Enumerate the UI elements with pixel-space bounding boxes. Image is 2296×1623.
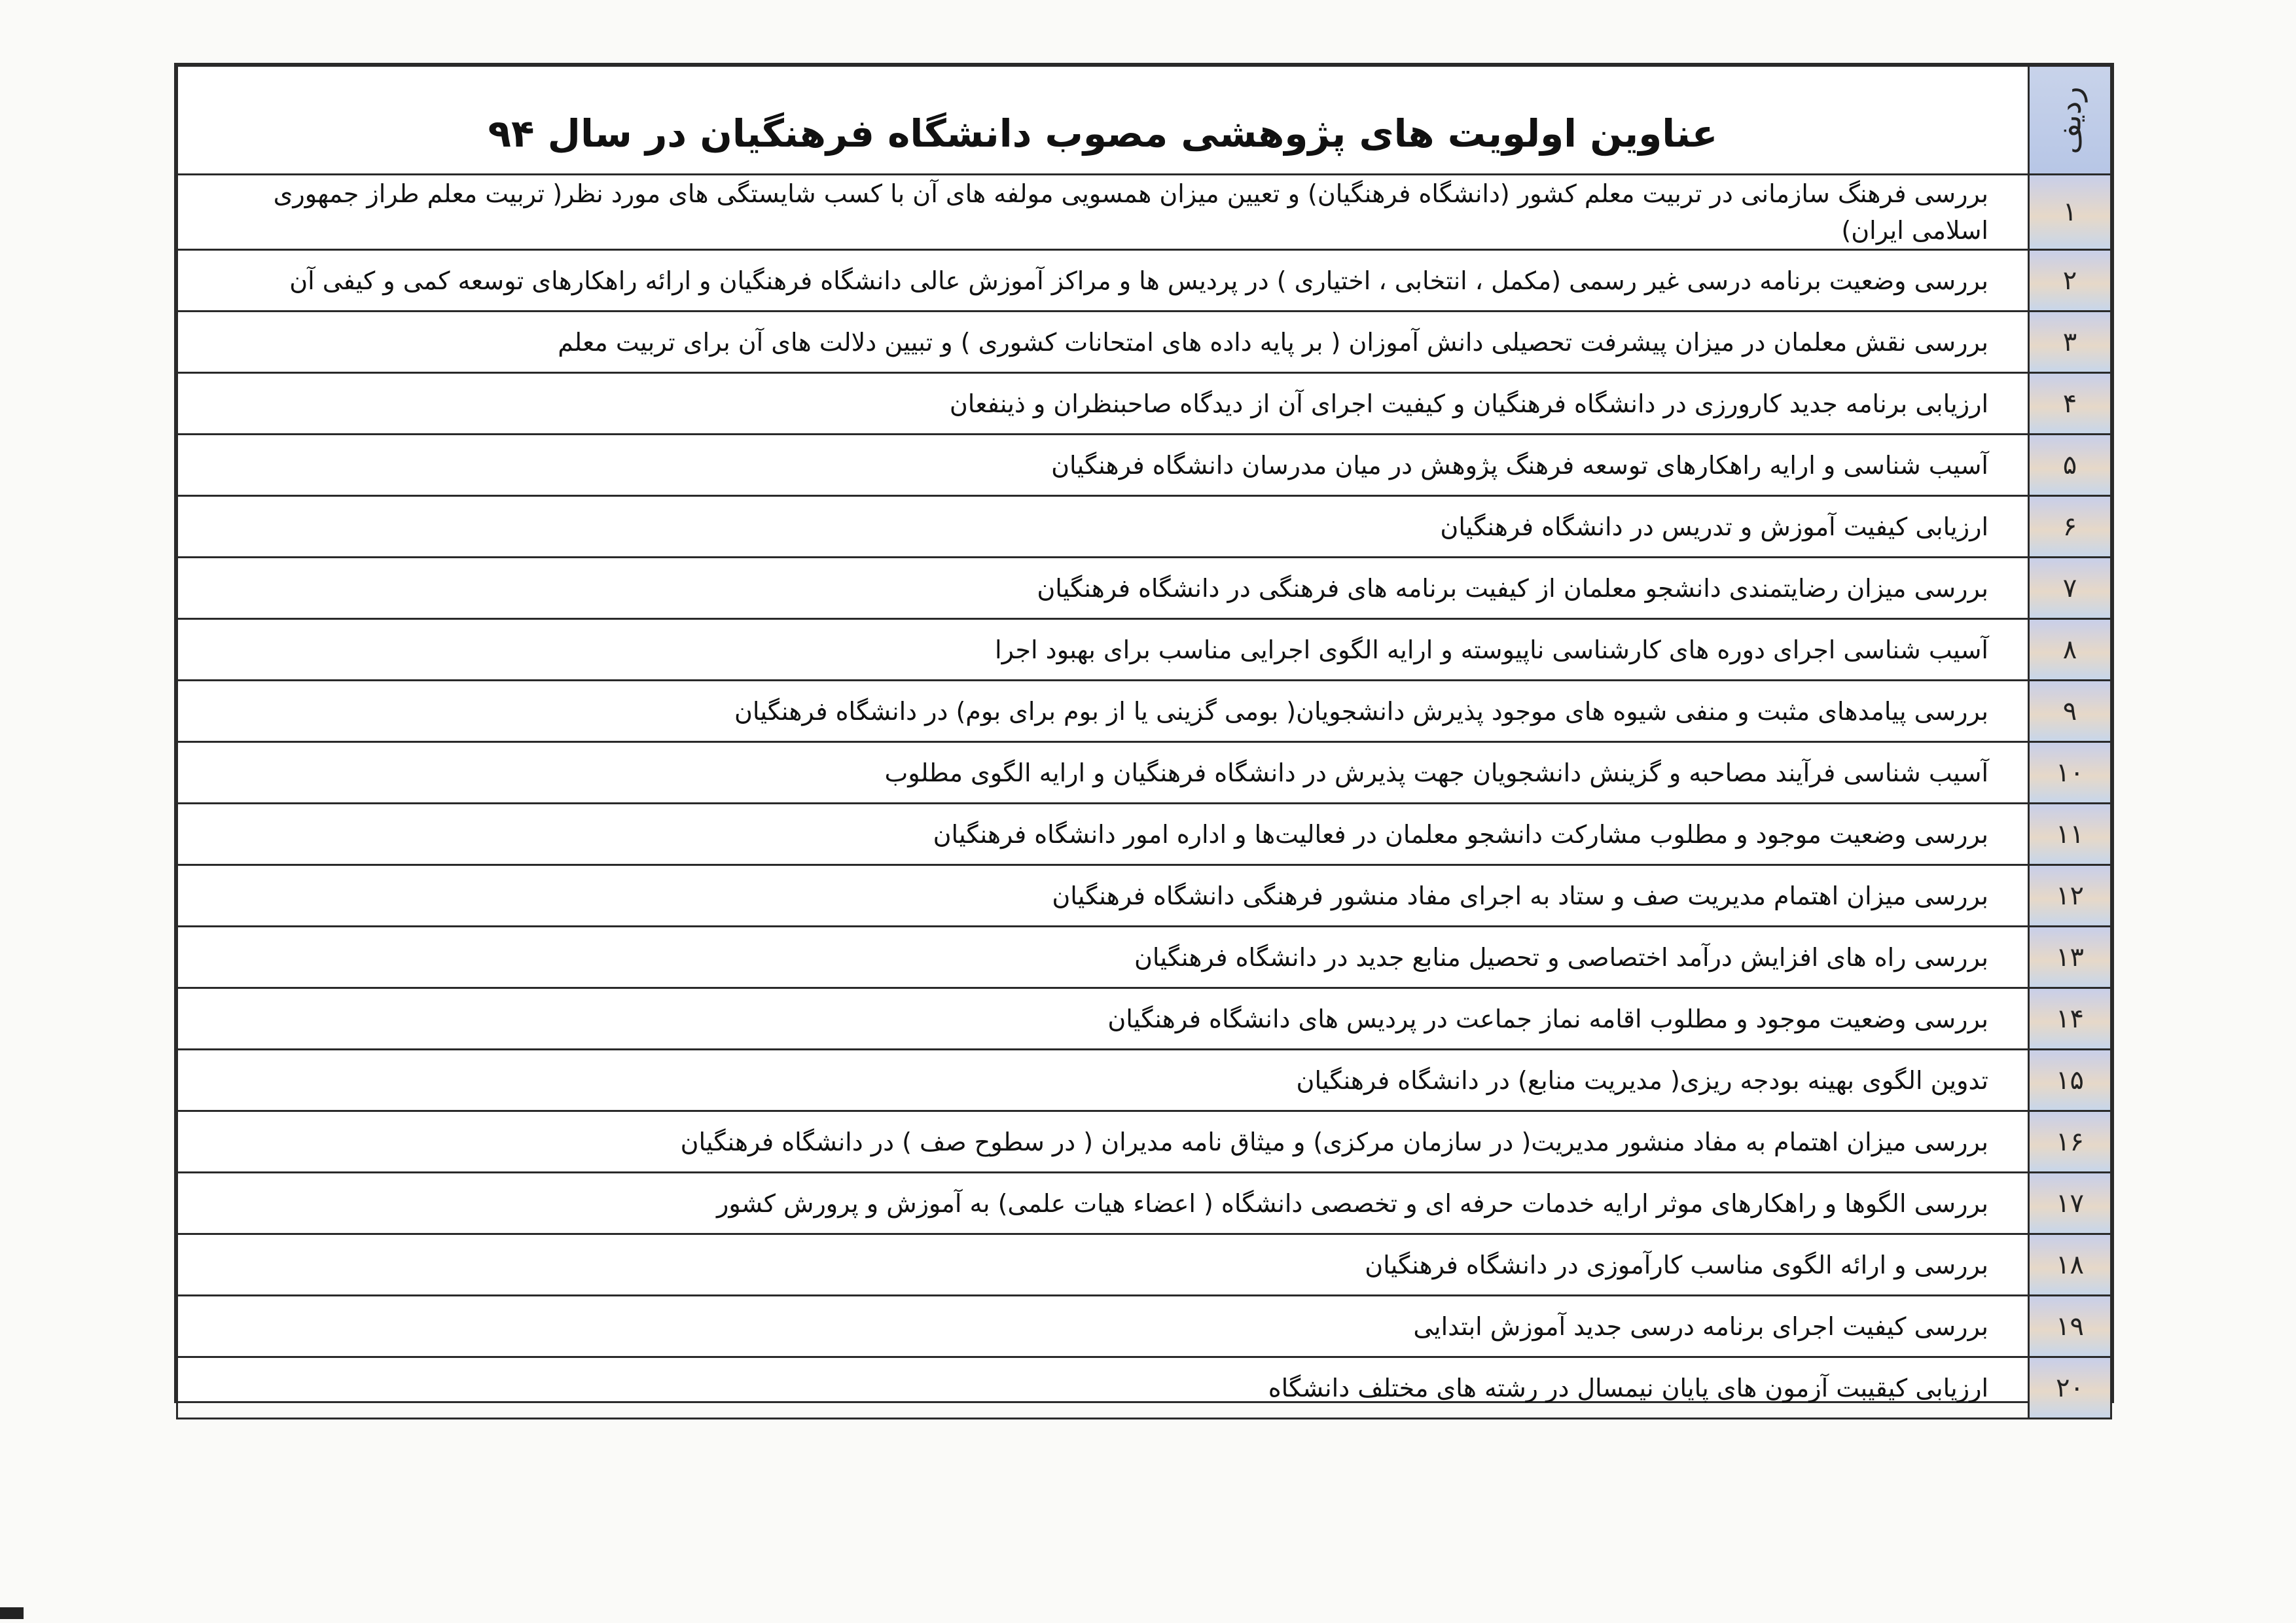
table-row bbox=[177, 1111, 2111, 1173]
row-title: بررسی فرهنگ سازمانی در تربیت معلم کشور (دانشگاه فرهنگیان) و تعیین میزان همسویی مولفه های آن با کسب شایستگی های مورد نظر( تربیت معلم طراز جمهوری اسلامی ایران) bbox=[177, 175, 2029, 250]
table-row bbox=[177, 804, 2111, 865]
row-number: ۵ bbox=[2029, 435, 2111, 496]
row-title: بررسی میزان اهتمام مدیریت صف و ستاد به اجرای مفاد منشور فرهنگی دانشگاه فرهنگیان bbox=[177, 865, 2029, 927]
row-title: آسیب شناسی فرآیند مصاحبه و گزینش دانشجویان جهت پذیرش در دانشگاه فرهنگیان و ارایه الگوی مطلوب bbox=[177, 742, 2029, 804]
header-row bbox=[177, 66, 2111, 175]
table-row bbox=[177, 619, 2111, 681]
table-row bbox=[177, 175, 2111, 250]
table-row bbox=[177, 496, 2111, 558]
table bbox=[176, 65, 2112, 1419]
row-number: ۳ bbox=[2029, 312, 2111, 373]
corner-mark bbox=[0, 1607, 24, 1619]
table-row bbox=[177, 1296, 2111, 1357]
priorities-table bbox=[174, 63, 2114, 1403]
row-title: بررسی وضعیت موجود و مطلوب اقامه نماز جماعت در پردیس های دانشگاه فرهنگیان bbox=[177, 988, 2029, 1050]
table-row bbox=[177, 1173, 2111, 1234]
row-title: بررسی وضعیت موجود و مطلوب مشارکت دانشجو معلمان در فعالیت‌ها و اداره امور دانشگاه فرهنگیان bbox=[177, 804, 2029, 865]
row-title: آسیب شناسی و ارایه راهکارهای توسعه فرهنگ پژوهش در میان مدرسان دانشگاه فرهنگیان bbox=[177, 435, 2029, 496]
row-title: بررسی میزان رضایتمندی دانشجو معلمان از کیفیت برنامه های فرهنگی در دانشگاه فرهنگیان bbox=[177, 558, 2029, 619]
number-header-label: ردیف bbox=[2052, 86, 2088, 154]
row-title: تدوین الگوی بهینه بودجه ریزی( مدیریت منابع) در دانشگاه فرهنگیان bbox=[177, 1050, 2029, 1111]
table-row bbox=[177, 988, 2111, 1050]
row-number: ۱۳ bbox=[2029, 927, 2111, 988]
table-row bbox=[177, 312, 2111, 373]
row-title: بررسی کیفیت اجرای برنامه درسی جدید آموزش ابتدایی bbox=[177, 1296, 2029, 1357]
table-row bbox=[177, 558, 2111, 619]
row-number: ۱۴ bbox=[2029, 988, 2111, 1050]
row-number: ۱۷ bbox=[2029, 1173, 2111, 1234]
row-title: ارزیابی کیقیبت آزمون های پایان نیمسال در رشته های مختلف دانشگاه bbox=[177, 1357, 2029, 1419]
row-number: ۱۶ bbox=[2029, 1111, 2111, 1173]
table-row bbox=[177, 742, 2111, 804]
table-row bbox=[177, 865, 2111, 927]
table-row bbox=[177, 1234, 2111, 1296]
row-number: ۱۱ bbox=[2029, 804, 2111, 865]
row-title: بررسی نقش معلمان در میزان پیشرفت تحصیلی دانش آموزان ( بر پایه داده های امتحانات کشوری ) و تبیین دلالت های آن برای تربیت معلم bbox=[177, 312, 2029, 373]
row-number: ۷ bbox=[2029, 558, 2111, 619]
row-title: ارزیابی برنامه جدید کارورزی در دانشگاه فرهنگیان و کیفیت اجرای آن از دیدگاه صاحبنظران و ذینفعان bbox=[177, 373, 2029, 435]
table-row bbox=[177, 250, 2111, 312]
row-number: ۴ bbox=[2029, 373, 2111, 435]
table-row bbox=[177, 681, 2111, 742]
row-title: بررسی پیامدهای مثبت و منفی شیوه های موجود پذیرش دانشجویان( بومی گزینی یا از بوم برای بوم) در دانشگاه فرهنگیان bbox=[177, 681, 2029, 742]
row-title: بررسی الگوها و راهکارهای موثر ارایه خدمات حرفه ای و تخصصی دانشگاه ( اعضاء هیات علمی) به آموزش و پرورش کشور bbox=[177, 1173, 2029, 1234]
row-number: ۱۹ bbox=[2029, 1296, 2111, 1357]
row-number: ۱ bbox=[2029, 175, 2111, 250]
table-row bbox=[177, 373, 2111, 435]
row-number: ۱۸ bbox=[2029, 1234, 2111, 1296]
number-header bbox=[2029, 66, 2111, 175]
row-title: بررسی و ارائه الگوی مناسب کارآموزی در دانشگاه فرهنگیان bbox=[177, 1234, 2029, 1296]
row-title: ارزیابی کیفیت آموزش و تدریس در دانشگاه فرهنگیان bbox=[177, 496, 2029, 558]
row-number: ۱۲ bbox=[2029, 865, 2111, 927]
row-title: بررسی وضعیت برنامه درسی غیر رسمی (مکمل ، انتخابی ، اختیاری ) در پردیس ها و مراکز آموزش عالی دانشگاه فرهنگیان و ارائه راهکارهای توسعه کمی و کیفی آن bbox=[177, 250, 2029, 312]
table-row bbox=[177, 435, 2111, 496]
row-number: ۱۵ bbox=[2029, 1050, 2111, 1111]
row-number: ۱۰ bbox=[2029, 742, 2111, 804]
row-title: بررسی راه های افزایش درآمد اختصاصی و تحصیل منابع جدید در دانشگاه فرهنگیان bbox=[177, 927, 2029, 988]
row-number: ۹ bbox=[2029, 681, 2111, 742]
table-title: عناوین اولویت های پژوهشی مصوب دانشگاه فرهنگیان در سال ۹۴ bbox=[177, 66, 2029, 175]
table-row bbox=[177, 927, 2111, 988]
row-number: ۲۰ bbox=[2029, 1357, 2111, 1419]
row-title: آسیب شناسی اجرای دوره های کارشناسی ناپیوسته و ارایه الگوی اجرایی مناسب برای بهبود اجرا bbox=[177, 619, 2029, 681]
table-row bbox=[177, 1050, 2111, 1111]
row-number: ۶ bbox=[2029, 496, 2111, 558]
table-row bbox=[177, 1357, 2111, 1419]
row-number: ۸ bbox=[2029, 619, 2111, 681]
row-title: بررسی میزان اهتمام به مفاد منشور مدیریت( در سازمان مرکزی) و میثاق نامه مدیران ( در سطوح صف ) در دانشگاه فرهنگیان bbox=[177, 1111, 2029, 1173]
row-number: ۲ bbox=[2029, 250, 2111, 312]
